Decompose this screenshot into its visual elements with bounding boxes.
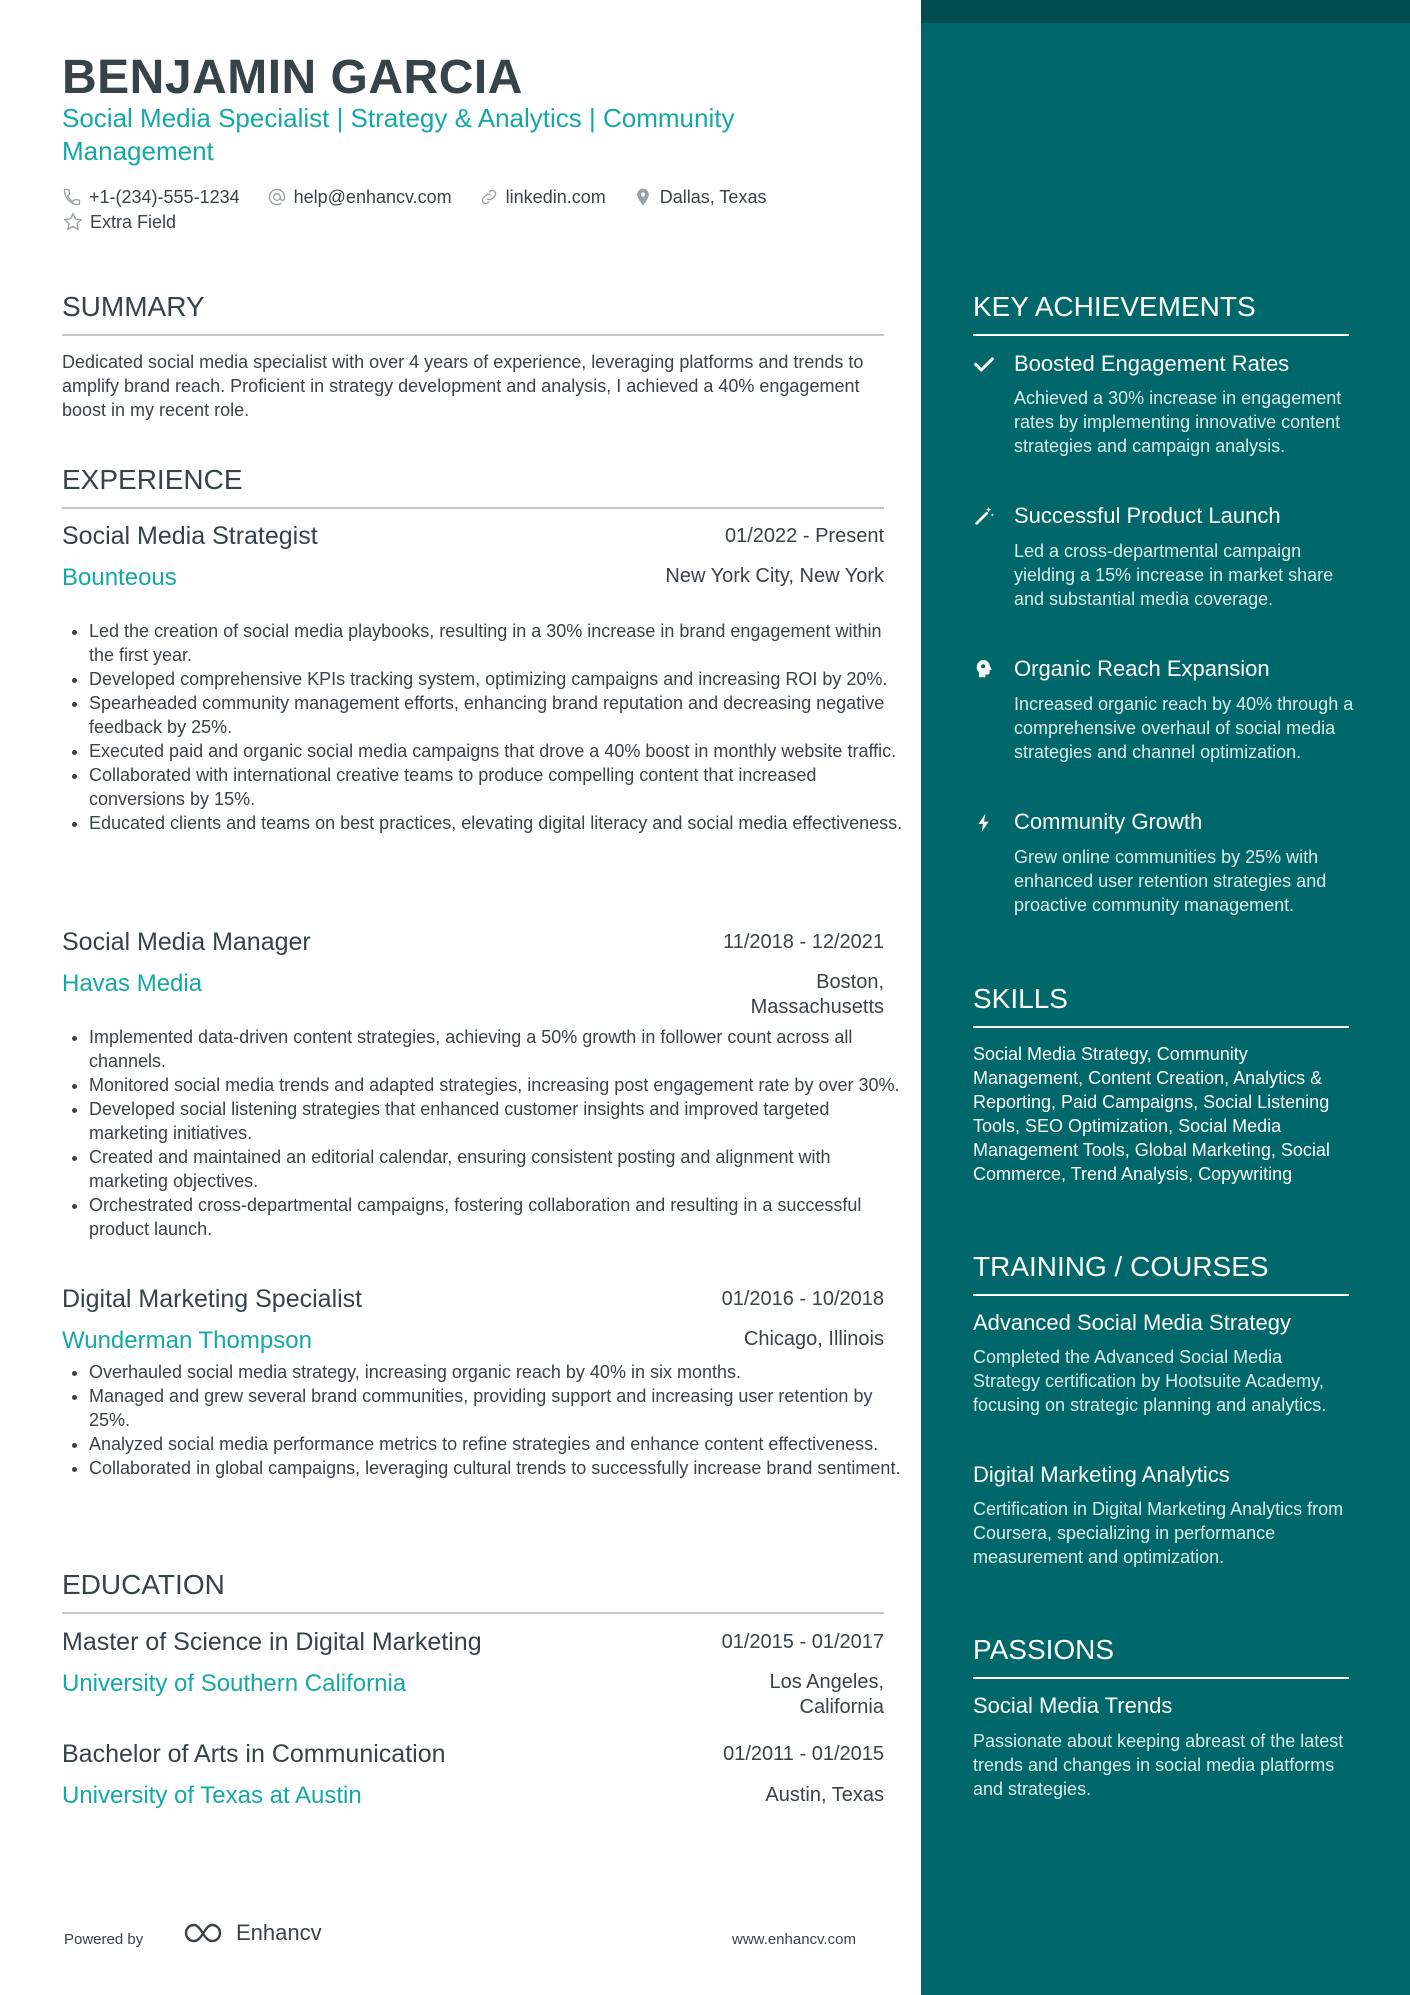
achievements-title: KEY ACHIEVEMENTS — [973, 290, 1349, 336]
school-name: University of Texas at Austin — [62, 1782, 362, 1809]
skills-title: SKILLS — [973, 982, 1349, 1028]
brain-icon — [973, 658, 995, 680]
job-location: New York City, New York — [665, 565, 884, 587]
course-desc: Completed the Advanced Social Media Strategy certification by Hootsuite Academy, focusing on strategic planning and analytics. — [973, 1347, 1327, 1415]
list-item: • Created and maintained an editorial calendar, ensuring consistent posting and alignment with marketing objectives. — [89, 1145, 911, 1193]
list-item: • Managed and grew several brand communities, providing support and increasing user retention by 25%. — [89, 1384, 911, 1432]
education-date: 01/2015 - 01/2017 — [721, 1631, 884, 1653]
course-title: Digital Marketing Analytics — [973, 1462, 1230, 1487]
email-text: help@enhancv.com — [293, 187, 452, 207]
passions-title: PASSIONS — [973, 1633, 1349, 1679]
summary-text: Dedicated social media specialist with over 4 years of experience, leveraging platforms and trends to amplify brand reach. Proficient in strategy development and analysis, I achieved a 40% engagement boost in my recent role. — [62, 352, 864, 420]
contact-row — [62, 184, 884, 212]
sidebar — [921, 0, 1410, 1995]
job-location: Chicago, Illinois — [743, 1328, 884, 1350]
magic-wand-icon — [973, 505, 995, 527]
experience-title: EXPERIENCE — [62, 463, 884, 509]
job-title: Social Media Strategist — [62, 522, 318, 550]
passion-desc: Passionate about keeping abreast of the latest trends and changes in social media platforms and strategies. — [973, 1731, 1344, 1799]
achievement-title: Boosted Engagement Rates — [1014, 351, 1290, 376]
job-date: 01/2016 - 10/2018 — [721, 1288, 884, 1310]
training-title: TRAINING / COURSES — [973, 1250, 1349, 1296]
course-desc: Certification in Digital Marketing Analytics from Coursera, specializing in performance measurement and optimization. — [973, 1499, 1344, 1567]
powered-by-text: Powered by — [64, 1931, 144, 1948]
achievement-title: Organic Reach Expansion — [1014, 656, 1270, 681]
achievement-desc: Led a cross-departmental campaign yielding a 15% increase in market share and substantial media coverage. — [1014, 541, 1334, 609]
sidebar-top-band — [921, 0, 1410, 23]
degree-title: Master of Science in Digital Marketing — [62, 1628, 482, 1656]
list-item: • Collaborated in global campaigns, leveraging cultural trends to successfully increase brand sentiment. — [89, 1456, 911, 1480]
contact-linkedin[interactable] — [479, 184, 606, 210]
company-name: Bounteous — [62, 564, 177, 591]
brand-name: Enhancv — [236, 1920, 322, 1945]
company-name: Havas Media — [62, 970, 203, 997]
list-item: • Orchestrated cross-departmental campaigns, fostering collaboration and resulting in a successful product launch. — [89, 1193, 911, 1241]
school-location: Austin, Texas — [765, 1784, 884, 1806]
education-title: EDUCATION — [62, 1568, 884, 1614]
phone-icon — [62, 187, 82, 207]
location-pin-icon — [633, 187, 653, 207]
infinity-logo-icon — [182, 1920, 230, 1946]
star-icon — [62, 211, 84, 233]
achievement-title: Community Growth — [1014, 809, 1203, 834]
job-bullets — [62, 1360, 911, 1480]
company-name: Wunderman Thompson — [62, 1327, 312, 1354]
list-item: • Educated clients and teams on best practices, elevating digital literacy and social media effectiveness. — [89, 811, 911, 835]
job-date: 01/2022 - Present — [725, 525, 884, 547]
check-icon — [973, 353, 995, 375]
school-name: University of Southern California — [62, 1670, 407, 1697]
enhancv-logo[interactable] — [182, 1920, 322, 1946]
achievement-desc: Achieved a 30% increase in engagement rates by implementing innovative content strategies and campaign analysis. — [1014, 388, 1342, 456]
job-title: Digital Marketing Specialist — [62, 1285, 363, 1313]
list-item: • Led the creation of social media playbooks, resulting in a 30% increase in brand engagement within the first year. — [89, 619, 911, 667]
list-item: • Developed comprehensive KPIs tracking system, optimizing campaigns and increasing ROI by 20%. — [89, 667, 911, 691]
candidate-name: BENJAMIN GARCIA — [62, 51, 523, 104]
course-title: Advanced Social Media Strategy — [973, 1310, 1291, 1335]
contact-email[interactable] — [267, 184, 452, 210]
education-date: 01/2011 - 01/2015 — [723, 1743, 884, 1765]
location-text: Dallas, Texas — [659, 187, 767, 207]
summary-title: SUMMARY — [62, 290, 884, 336]
at-icon — [267, 187, 287, 207]
list-item: • Analyzed social media performance metrics to refine strategies and enhance content effectiveness. — [89, 1432, 911, 1456]
bolt-icon — [973, 812, 995, 834]
extra-text: Extra Field — [90, 211, 177, 232]
list-item: • Implemented data-driven content strategies, achieving a 50% growth in follower count across all channels. — [89, 1025, 911, 1073]
job-bullets — [62, 619, 911, 835]
achievement-title: Successful Product Launch — [1014, 503, 1281, 528]
footer-url[interactable]: www.enhancv.com — [732, 1931, 856, 1948]
contact-location — [633, 184, 767, 210]
list-item: • Overhauled social media strategy, increasing organic reach by 40% in six months. — [89, 1360, 911, 1384]
linkedin-text: linkedin.com — [505, 187, 606, 207]
list-item: • Spearheaded community management efforts, enhancing brand reputation and decreasing negative feedback by 25%. — [89, 691, 911, 739]
job-bullets — [62, 1025, 911, 1241]
link-icon — [479, 187, 499, 207]
list-item: • Executed paid and organic social media campaigns that drove a 40% boost in monthly website traffic. — [89, 739, 911, 763]
list-item: • Collaborated with international creative teams to produce compelling content that increased conversions by 15%. — [89, 763, 911, 811]
contact-phone[interactable] — [62, 184, 240, 210]
list-item: • Monitored social media trends and adapted strategies, increasing post engagement rate by over 30%. — [89, 1073, 911, 1097]
passion-title: Social Media Trends — [973, 1693, 1173, 1718]
contact-extra — [62, 211, 176, 233]
list-item: • Developed social listening strategies that enhanced customer insights and improved targeted marketing initiatives. — [89, 1097, 911, 1145]
skills-text: Social Media Strategy, Community Management, Content Creation, Analytics & Reporting, Paid Campaigns, Social Listening Tools, SEO Optimization, Social Media Management Tools, Global Marketing, Social Commerce, Trend Analysis, Copywriting — [973, 1044, 1330, 1184]
phone-text: +1-(234)-555-1234 — [89, 187, 240, 207]
job-location: Boston, Massachusetts — [750, 971, 884, 1018]
achievement-desc: Increased organic reach by 40% through a comprehensive overhaul of social media strategies and channel optimization. — [1014, 694, 1354, 762]
achievement-desc: Grew online communities by 25% with enhanced user retention strategies and proactive community management. — [1014, 847, 1327, 915]
job-date: 11/2018 - 12/2021 — [723, 931, 884, 953]
headline: Social Media Specialist | Strategy & Analytics | Community Management — [62, 103, 735, 166]
job-title: Social Media Manager — [62, 928, 311, 956]
school-location: Los Angeles, California — [769, 1671, 884, 1718]
degree-title: Bachelor of Arts in Communication — [62, 1740, 446, 1768]
